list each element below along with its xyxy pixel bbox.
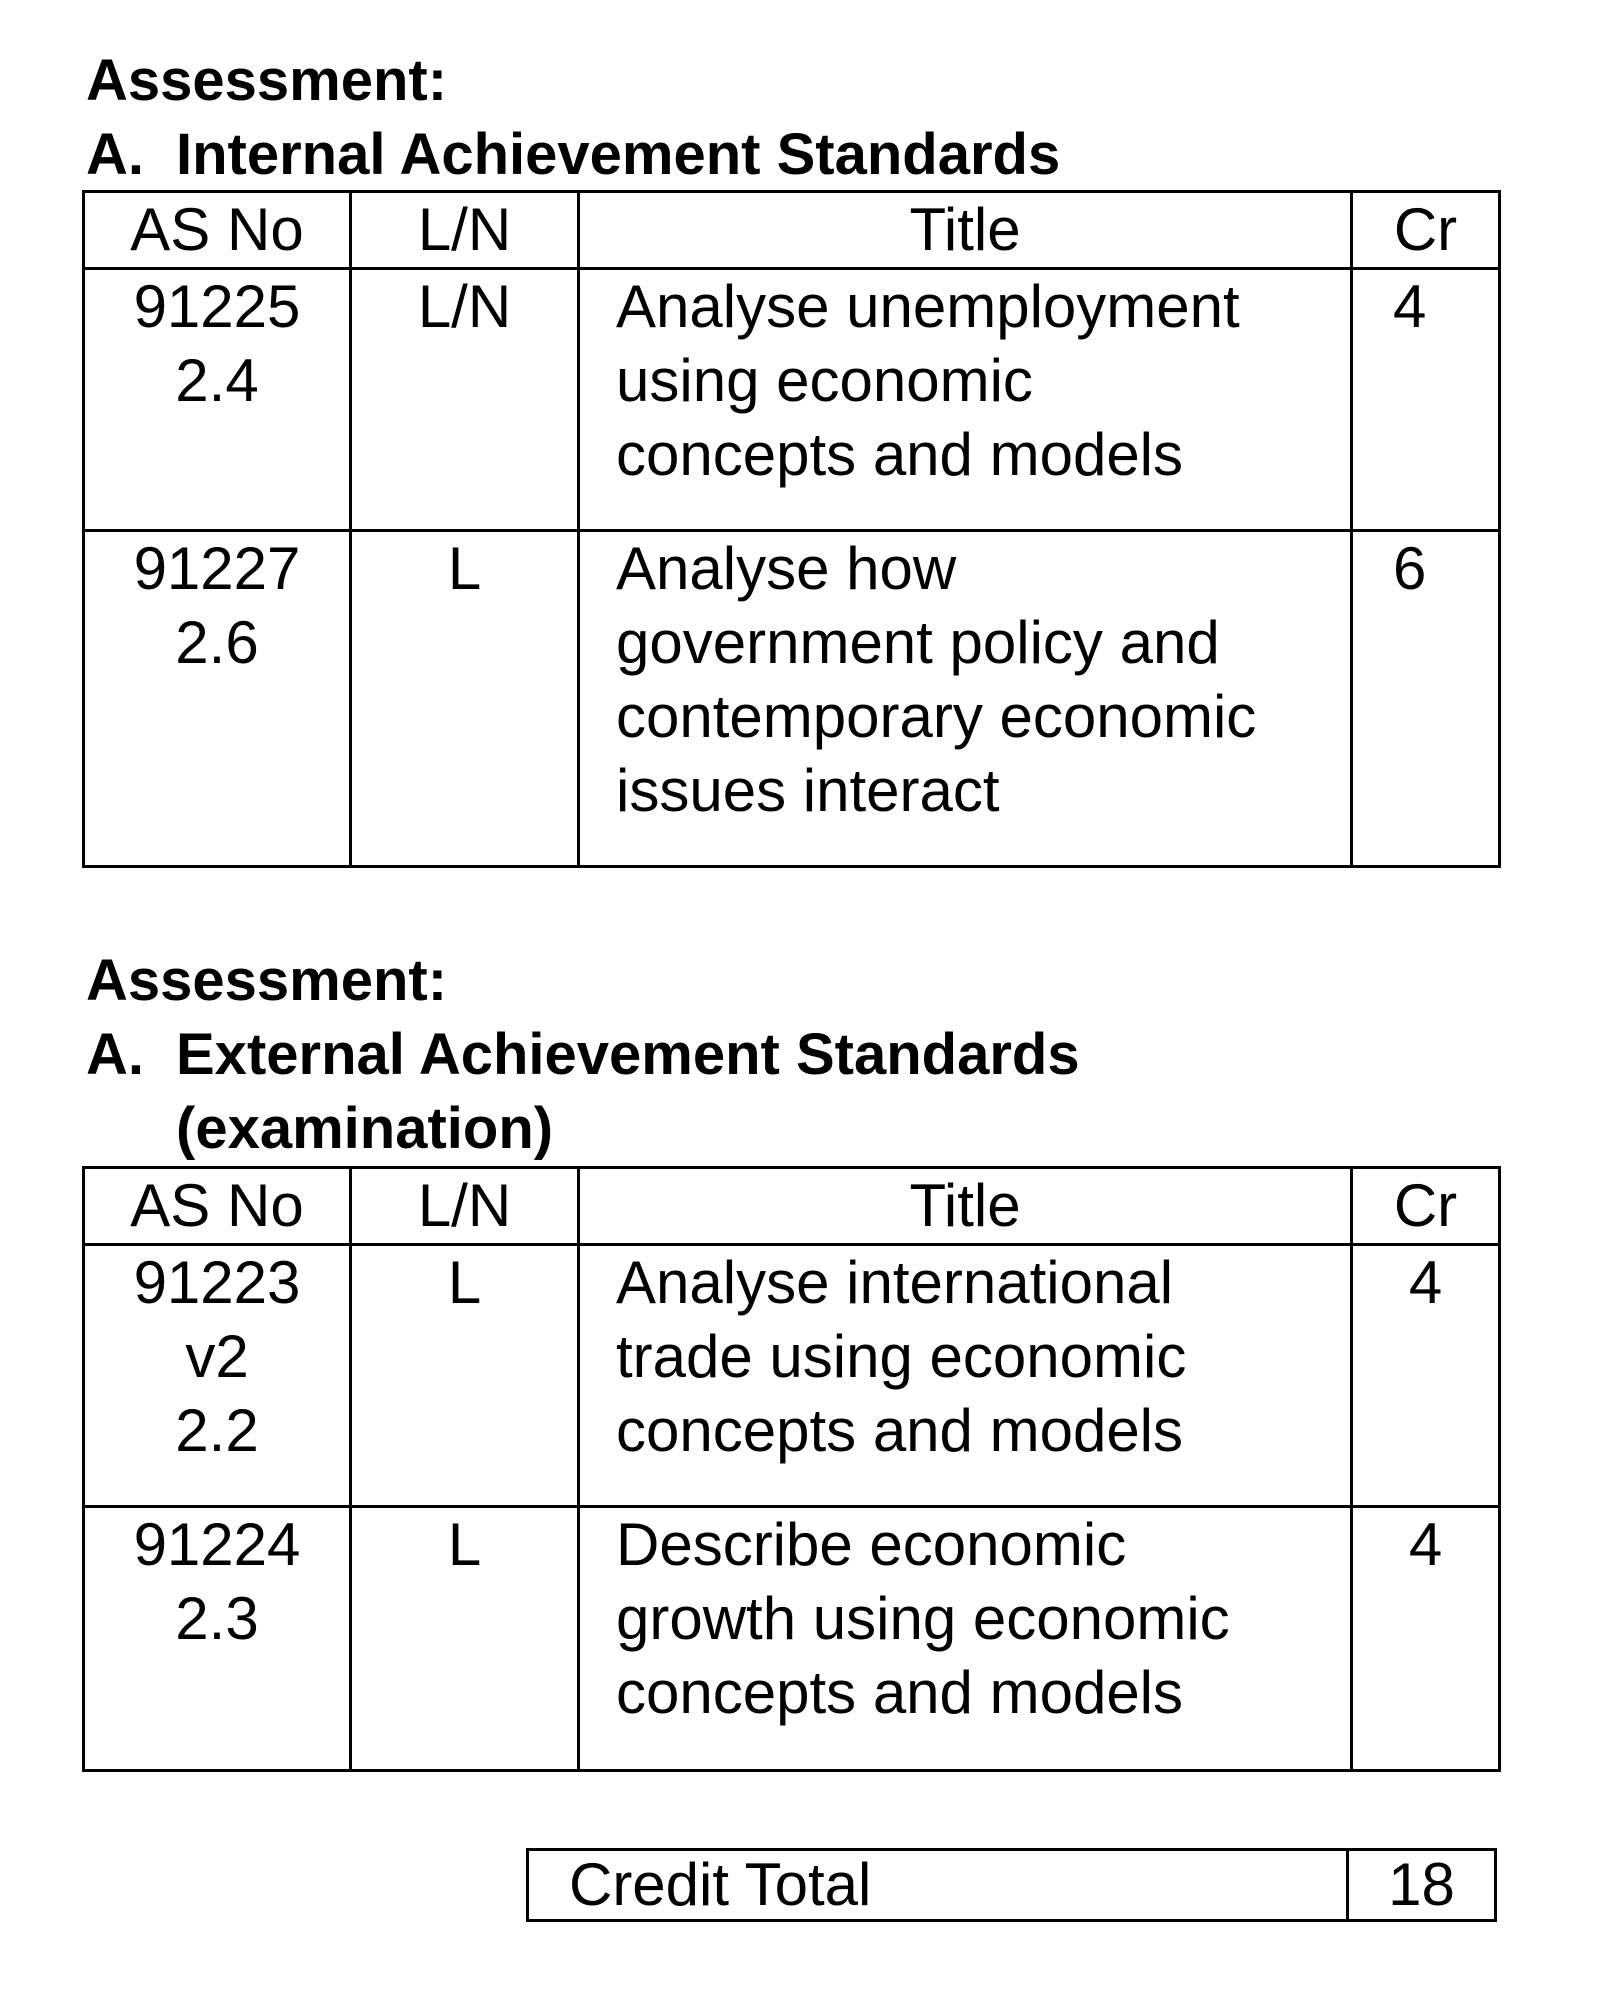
credit-cell: 4 <box>1352 1507 1500 1771</box>
ln-cell: L <box>351 1507 579 1771</box>
external-section-heading <box>86 944 1080 1166</box>
internal-heading-title <box>86 118 1060 192</box>
column-header-as-no: AS No <box>84 1168 351 1245</box>
as-version: v2 <box>185 1323 249 1390</box>
credit-cell: 6 <box>1352 531 1500 867</box>
title-line: growth using economic <box>616 1585 1230 1652</box>
column-header-as-no: AS No <box>84 192 351 269</box>
title-line: Analyse how <box>616 535 957 602</box>
as-level: 2.2 <box>175 1397 259 1464</box>
external-heading-line1: Assessment: <box>86 948 448 1013</box>
title-line: contemporary economic <box>616 683 1257 750</box>
title-cell <box>579 269 1352 531</box>
credit-total-value: 18 <box>1348 1850 1496 1921</box>
table-row <box>84 269 1500 531</box>
as-number: 91225 <box>133 273 301 340</box>
internal-heading-number: A. <box>86 122 144 187</box>
column-header-title: Title <box>579 1168 1352 1245</box>
column-header-ln: L/N <box>351 1168 579 1245</box>
as-number: 91227 <box>133 535 301 602</box>
ln-cell: L/N <box>351 269 579 531</box>
credit-cell: 4 <box>1352 1245 1500 1507</box>
external-standards-table <box>82 1166 1501 1772</box>
column-header-cr: Cr <box>1352 1168 1500 1245</box>
credit-cell: 4 <box>1352 269 1500 531</box>
table-header-row <box>84 1168 1500 1245</box>
title-line: Analyse international <box>616 1249 1174 1316</box>
as-no-cell <box>84 269 351 531</box>
title-cell <box>579 1507 1352 1771</box>
as-no-cell <box>84 531 351 867</box>
title-line: concepts and models <box>616 1397 1184 1464</box>
as-level: 2.4 <box>175 347 259 414</box>
table-header-row <box>84 192 1500 269</box>
title-line: trade using economic <box>616 1323 1187 1390</box>
as-number: 91224 <box>133 1511 301 1578</box>
internal-section-heading <box>86 44 1060 192</box>
title-line: issues interact <box>616 757 1000 824</box>
as-no-cell <box>84 1245 351 1507</box>
internal-heading-line1: Assessment: <box>86 48 448 113</box>
credit-total-table <box>526 1848 1497 1922</box>
title-cell <box>579 1245 1352 1507</box>
internal-heading-text: Internal Achievement Standards <box>176 122 1061 187</box>
as-no-cell <box>84 1507 351 1771</box>
table-row <box>84 1245 1500 1507</box>
column-header-ln: L/N <box>351 192 579 269</box>
title-cell <box>579 531 1352 867</box>
as-level: 2.6 <box>175 609 259 676</box>
internal-standards-table <box>82 190 1501 868</box>
column-header-cr: Cr <box>1352 192 1500 269</box>
ln-cell: L <box>351 531 579 867</box>
table-row <box>84 1507 1500 1771</box>
table-row <box>84 531 1500 867</box>
title-line: using economic <box>616 347 1033 414</box>
title-line: Analyse unemployment <box>616 273 1240 340</box>
title-line: government policy and <box>616 609 1220 676</box>
column-header-title: Title <box>579 192 1352 269</box>
external-heading-text: External Achievement Standards <box>176 1022 1080 1087</box>
as-level: 2.3 <box>175 1585 259 1652</box>
credit-total-label: Credit Total <box>528 1850 1348 1921</box>
ln-cell: L <box>351 1245 579 1507</box>
external-heading-subtitle: (examination) <box>176 1096 554 1161</box>
title-line: Describe economic <box>616 1511 1127 1578</box>
title-line: concepts and models <box>616 1659 1184 1726</box>
external-heading-number: A. <box>86 1022 144 1087</box>
external-heading-title <box>86 1018 1080 1092</box>
credit-total-row <box>528 1850 1496 1921</box>
title-line: concepts and models <box>616 421 1184 488</box>
as-number: 91223 <box>133 1249 301 1316</box>
